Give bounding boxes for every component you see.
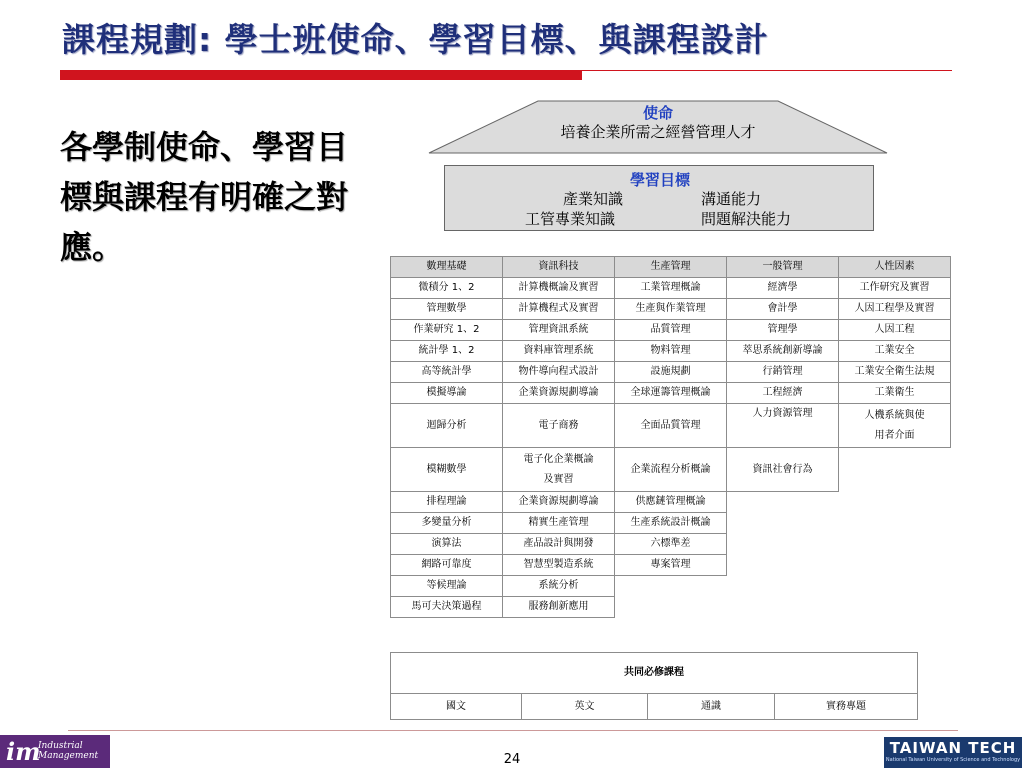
common-course-cell: 通識 [648, 694, 775, 720]
table-row [391, 555, 951, 576]
table-cell: 品質管理 [615, 320, 727, 341]
table-row [391, 513, 951, 534]
common-course-cell: 英文 [522, 694, 648, 720]
table-cell: 迴歸分析 [391, 404, 503, 448]
table-row [391, 299, 951, 320]
table-row [391, 278, 951, 299]
table-row [391, 362, 951, 383]
footer-divider [68, 730, 958, 731]
table-cell: 人因工程學及實習 [839, 299, 951, 320]
taiwan-tech-logo [884, 737, 1022, 768]
table-cell: 服務創新應用 [503, 597, 615, 618]
table-cell: 萃思系統創新導論 [727, 341, 839, 362]
table-cell: 經濟學 [727, 278, 839, 299]
mission-box [428, 100, 888, 154]
table-cell: 物料管理 [615, 341, 727, 362]
empty-cell [839, 576, 951, 597]
table-cell: 排程理論 [391, 492, 503, 513]
table-cell: 工作研究及實習 [839, 278, 951, 299]
table-cell: 資訊社會行為 [727, 448, 839, 492]
table-header-row [391, 257, 951, 278]
table-cell: 人機系統與使用者介面 [839, 404, 951, 448]
table-cell: 計算機概論及實習 [503, 278, 615, 299]
table-cell: 全球運籌管理概論 [615, 383, 727, 404]
goal-item: 問題解決能力 [701, 210, 792, 228]
table-cell: 物件導向程式設計 [503, 362, 615, 383]
table-cell: 供應鏈管理概論 [615, 492, 727, 513]
table-cell: 精實生產管理 [503, 513, 615, 534]
goal-item: 工管專業知識 [525, 210, 616, 228]
empty-cell [839, 492, 951, 513]
table-cell: 智慧型製造系統 [503, 555, 615, 576]
column-header: 一般管理 [727, 257, 839, 278]
empty-cell [727, 576, 839, 597]
table-cell: 電子商務 [503, 404, 615, 448]
empty-cell [615, 576, 727, 597]
table-cell: 專案管理 [615, 555, 727, 576]
table-cell: 資料庫管理系統 [503, 341, 615, 362]
learning-goals-box [444, 165, 874, 231]
table-cell: 網路可靠度 [391, 555, 503, 576]
table-cell: 六標準差 [615, 534, 727, 555]
body-text: 各學制使命、學習目標與課程有明確之對應。 [60, 128, 349, 266]
column-header: 人性因素 [839, 257, 951, 278]
common-course-cell: 國文 [391, 694, 522, 720]
table-cell: 工業衛生 [839, 383, 951, 404]
table-cell: 高等統計學 [391, 362, 503, 383]
table-cell: 行銷管理 [727, 362, 839, 383]
empty-cell [727, 513, 839, 534]
empty-cell [839, 597, 951, 618]
table-cell: 工業管理概論 [615, 278, 727, 299]
table-row [391, 404, 951, 448]
table-cell: 作業研究 1、2 [391, 320, 503, 341]
curriculum-table [390, 256, 951, 618]
table-cell: 人力資源管理 [727, 404, 839, 448]
table-cell: 人因工程 [839, 320, 951, 341]
taiwan-tech-logo-text: TAIWAN TECH [889, 739, 1017, 757]
table-cell: 演算法 [391, 534, 503, 555]
empty-cell [615, 597, 727, 618]
empty-cell [839, 534, 951, 555]
table-cell: 等候理論 [391, 576, 503, 597]
table-cell: 產品設計與開發 [503, 534, 615, 555]
common-courses-table [390, 652, 918, 720]
empty-cell [727, 534, 839, 555]
table-cell: 多變量分析 [391, 513, 503, 534]
table-row [391, 320, 951, 341]
empty-cell [727, 492, 839, 513]
common-course-cell: 實務專題 [826, 701, 866, 712]
empty-cell [839, 448, 951, 492]
table-cell: 工業安全 [839, 341, 951, 362]
table-cell: 企業資源規劃導論 [503, 492, 615, 513]
title-underline-red [60, 70, 582, 80]
table-row [391, 492, 951, 513]
im-logo-mark: im [6, 737, 41, 766]
table-cell: 工程經濟 [727, 383, 839, 404]
empty-cell [839, 513, 951, 534]
table-cell: 模擬導論 [391, 383, 503, 404]
table-cell: 企業資源規劃導論 [503, 383, 615, 404]
goal-item: 產業知識 [563, 190, 624, 208]
table-row [391, 448, 951, 492]
empty-cell [839, 555, 951, 576]
table-row [391, 341, 951, 362]
table-row [391, 534, 951, 555]
table-cell: 系統分析 [503, 576, 615, 597]
table-cell: 模糊數學 [391, 448, 503, 492]
goal-item: 溝通能力 [701, 190, 762, 208]
table-cell: 設施規劃 [615, 362, 727, 383]
page-number: 24 [503, 752, 521, 767]
table-cell: 管理資訊系統 [503, 320, 615, 341]
table-cell: 管理學 [727, 320, 839, 341]
table-row [391, 383, 951, 404]
goals-heading: 學習目標 [629, 171, 690, 189]
mission-text: 培養企業所需之經營管理人才 [560, 123, 756, 141]
table-cell: 會計學 [727, 299, 839, 320]
table-cell: 統計學 1、2 [391, 341, 503, 362]
title-underline-thin [582, 70, 952, 71]
empty-cell [727, 597, 839, 618]
table-cell: 馬可夫決策過程 [391, 597, 503, 618]
table-row [391, 597, 951, 618]
taiwan-tech-logo-subtext: National Taiwan University of Science and Technology [885, 757, 1021, 763]
column-header: 資訊科技 [503, 257, 615, 278]
slide-title: 課程規劃: 學士班使命、學習目標、與課程設計 [62, 20, 769, 59]
column-header: 數理基礎 [391, 257, 503, 278]
table-row [391, 576, 951, 597]
im-logo-text: Industrial Management [38, 741, 99, 761]
table-cell: 全面品質管理 [615, 404, 727, 448]
table-cell: 電子化企業概論及實習 [503, 448, 615, 492]
table-cell: 微積分 1、2 [391, 278, 503, 299]
table-cell: 工業安全衛生法規 [839, 362, 951, 383]
common-courses-heading: 共同必修課程 [391, 653, 917, 694]
column-header: 生產管理 [615, 257, 727, 278]
table-cell: 計算機程式及實習 [503, 299, 615, 320]
table-cell: 企業流程分析概論 [615, 448, 727, 492]
table-cell: 生產與作業管理 [615, 299, 727, 320]
mission-heading: 使命 [642, 104, 673, 122]
table-cell: 生產系統設計概論 [615, 513, 727, 534]
empty-cell [727, 555, 839, 576]
table-cell: 管理數學 [391, 299, 503, 320]
